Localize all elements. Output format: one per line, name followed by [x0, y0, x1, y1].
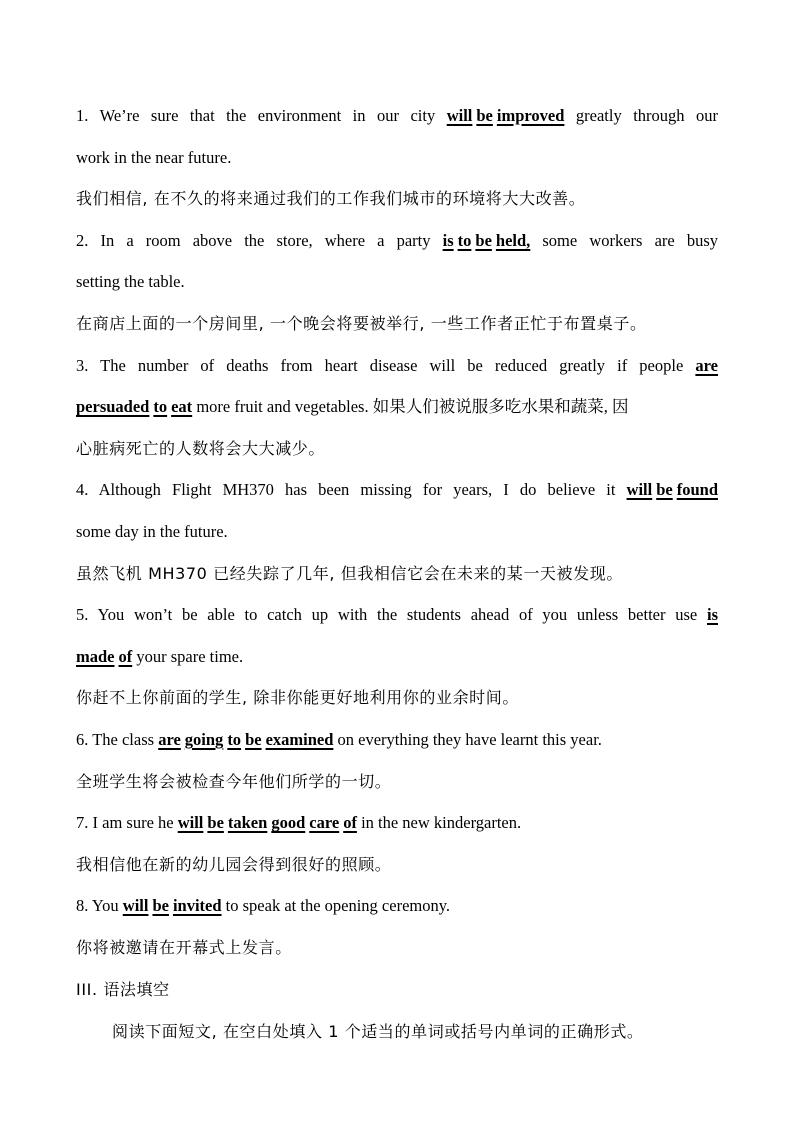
answer-word: good — [271, 813, 306, 833]
answer-word: be — [656, 480, 673, 500]
answer-word: be — [476, 106, 493, 125]
answer-word: made — [76, 646, 115, 666]
english-sentence-line — [76, 147, 718, 169]
answer-word: is — [442, 230, 454, 250]
sentence-text: to speak at the opening ceremony. — [221, 896, 451, 916]
english-sentence-line — [76, 355, 718, 377]
sentence-text: more fruit and vegetables. 如果人们被说服多吃水果和蔬菜, 因 — [192, 397, 629, 417]
answer-word: held, — [495, 230, 531, 250]
chinese-translation: 全班学生将会被检查今年他们所学的一切。 — [76, 771, 392, 791]
chinese-translation: 在商店上面的一个房间里, 一个晚会将要被举行, 一些工作者正忙于布置桌子。 — [76, 314, 647, 333]
answer-word: will — [122, 896, 149, 916]
english-sentence-line — [76, 105, 718, 127]
sentence-text: work in the near future. — [76, 147, 232, 167]
english-sentence-line — [76, 895, 718, 917]
instruction-text: 阅读下面短文, 在空白处填入 1 个适当的单词或括号内单词的正确形式。 — [112, 1022, 644, 1041]
answer-word: will — [177, 813, 204, 833]
english-sentence-line — [76, 604, 718, 626]
answer-word: will — [626, 480, 653, 500]
sentence-text: on everything they have learnt this year. — [333, 730, 602, 749]
english-sentence-line — [76, 729, 718, 751]
answer-word: going — [184, 730, 224, 749]
answer-word: be — [207, 813, 224, 833]
chinese-translation: 心脏病死亡的人数将会大大减少。 — [76, 438, 326, 458]
answer-word: be — [152, 896, 169, 916]
sentence-text: 7. I am sure he — [76, 813, 178, 833]
answer-word: invited — [172, 896, 222, 916]
chinese-translation: 你将被邀请在开幕式上发言。 — [76, 938, 292, 957]
chinese-translation: 虽然飞机 MH370 已经失踪了几年, 但我相信它会在未来的某一天被发现。 — [76, 563, 623, 583]
english-sentence-line — [76, 230, 718, 252]
sentence-text: some workers are busy — [530, 230, 718, 250]
section-heading: III. 语法填空 — [76, 980, 170, 999]
sentence-text: 2. In a room above the store, where a party — [76, 230, 443, 250]
answer-word: to — [153, 397, 168, 417]
sentence-text: setting the table. — [76, 272, 185, 292]
answer-word: be — [245, 730, 262, 749]
answer-word: improved — [496, 106, 565, 125]
sentence-text: 6. The class — [76, 730, 159, 749]
sentence-text: 8. You — [76, 896, 123, 916]
chinese-translation: 我们相信, 在不久的将来通过我们的工作我们城市的环境将大大改善。 — [76, 189, 586, 209]
answer-word: to — [457, 230, 472, 250]
answer-word: eat — [171, 397, 193, 417]
english-sentence-line — [76, 479, 718, 501]
answer-word: are — [695, 355, 718, 375]
answer-word: persuaded — [76, 397, 150, 417]
answer-word: taken — [227, 813, 268, 833]
answer-word: are — [158, 730, 181, 749]
sentence-text: 5. You won’t be able to catch up with the students ahead of you unless better use — [76, 605, 707, 625]
english-sentence-line — [76, 646, 718, 668]
english-sentence-line — [76, 812, 718, 834]
chinese-translation: 你赶不上你前面的学生, 除非你能更好地利用你的业余时间。 — [76, 688, 519, 708]
answer-word: of — [343, 813, 357, 833]
chinese-translation: 我相信他在新的幼儿园会得到很好的照顾。 — [76, 854, 392, 874]
sentence-text: 4. Although Flight MH370 has been missing for years, I do believe it — [76, 480, 627, 500]
sentence-text: 1. We’re sure that the environment in our city — [76, 106, 447, 125]
answer-word: is — [706, 605, 718, 625]
answer-word: be — [475, 230, 492, 250]
answer-word: to — [227, 730, 242, 749]
sentence-text: in the new kindergarten. — [356, 813, 522, 833]
answer-word: will — [446, 106, 473, 125]
answer-word: examined — [265, 730, 334, 749]
english-sentence-line — [76, 396, 718, 418]
answer-word: care — [309, 813, 340, 833]
english-sentence-line — [76, 521, 718, 543]
sentence-text: 3. The number of deaths from heart disease will be reduced greatly if people — [76, 355, 696, 375]
sentence-text: greatly through our — [564, 106, 718, 125]
answer-word: of — [118, 646, 133, 666]
answer-word: found — [676, 480, 718, 500]
sentence-text: your spare time. — [132, 646, 244, 666]
sentence-text: some day in the future. — [76, 522, 228, 541]
english-sentence-line — [76, 271, 718, 293]
